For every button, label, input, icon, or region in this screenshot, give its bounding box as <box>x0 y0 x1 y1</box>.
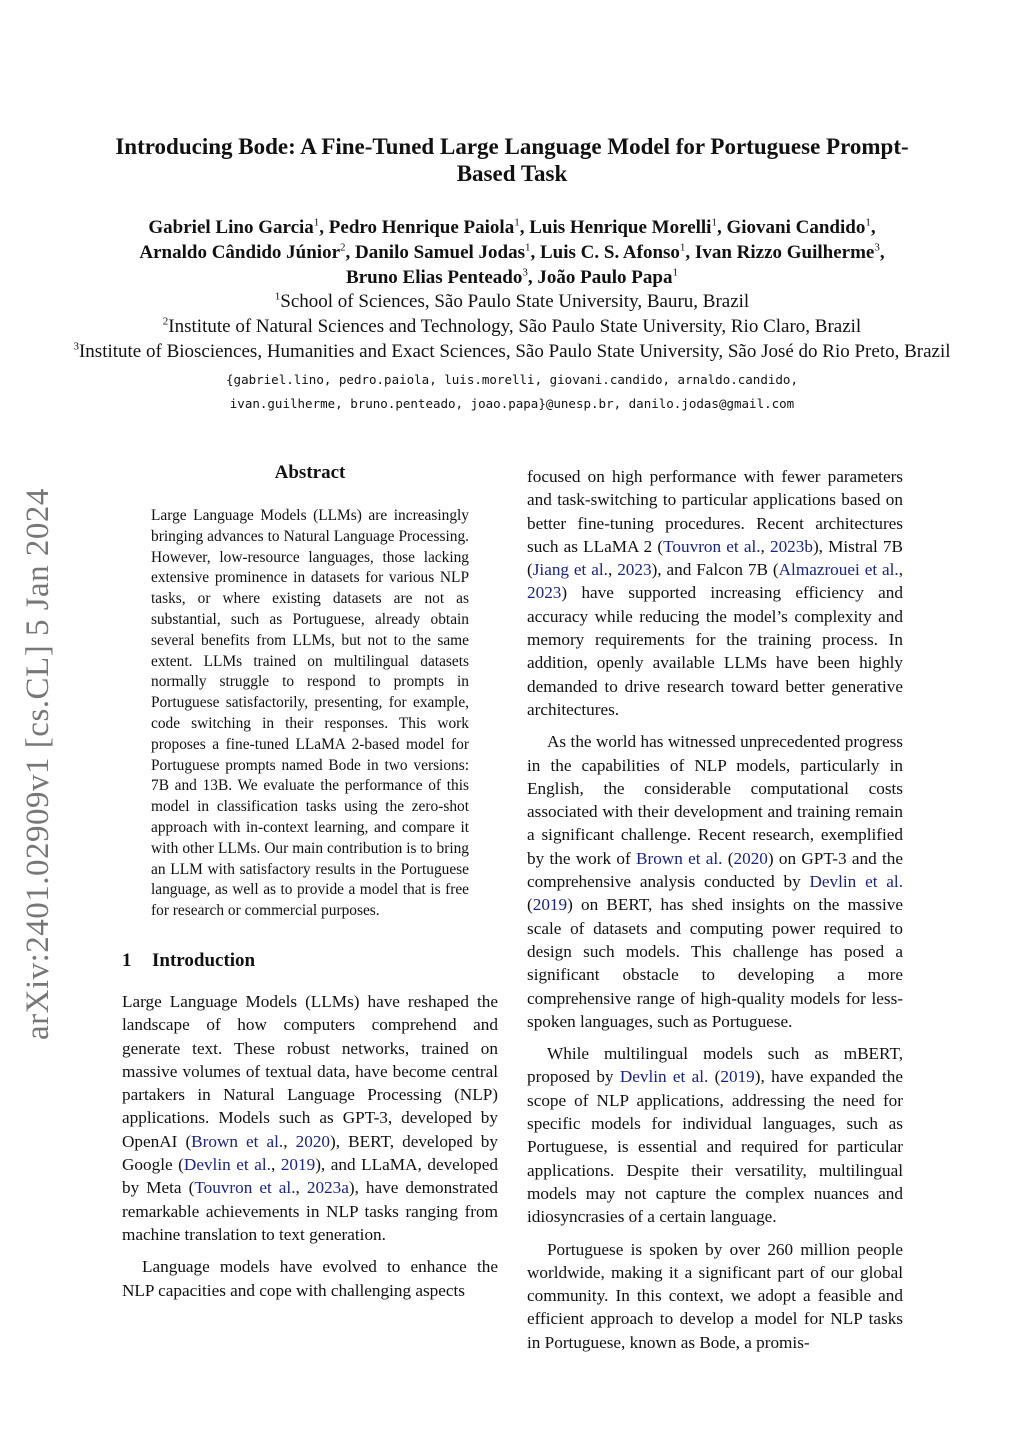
author: Giovani Candido$^1$, <box>726 216 876 238</box>
affiliation: $^3$Institute of Biosciences, Humanities and Exact Sciences, São Paulo State University, São José do Rio Preto, Brazil <box>73 340 951 362</box>
text-run: As the world has witnessed unprecedented progress in the capabilities of NLP models, particularly in English, the considerable computational costs associated with their development and training remain a significant challenge. Recent research, exemplified by the work of <box>527 732 903 868</box>
abstract-heading: Abstract <box>274 462 346 483</box>
citation-link[interactable]: 2023a <box>306 1178 349 1198</box>
section-title: Introduction <box>152 949 256 971</box>
text-run: ) on GPT-3 and the comprehensive analysis conducted by <box>527 848 903 892</box>
paragraph <box>527 1238 903 1354</box>
author: Danilo Samuel Jodas$^1$, <box>355 241 540 263</box>
abstract-text: Large Language Models (LLMs) are increasingly bringing advances to Natural Language Processing. However, low-resource languages, those lacking extensive prominence in datasets for various NLP tasks, or where existing datasets are not as substantial, such as Portuguese, already obtain several benefits from LLMs, but not to the same extent. LLMs trained on multilingual datasets normally struggle to respond to prompts in Portuguese satisfactorily, presenting, for example, code switching in their responses. This work proposes a fine-tuned LLaMA 2-based model for Portuguese prompts named Bode in two versions: 7B and 13B. We evaluate the performance of this model in classification tasks using the zero-shot approach with in-context learning, and compare it with other LLMs. Our main contribution is to bring an LLM with satisfactory results in the Portuguese language, as well as to provide a model that is free for research or commercial purposes. <box>151 507 469 920</box>
citation-link[interactable]: Devlin et al. <box>619 1067 709 1087</box>
arxiv-identifier: arXiv:2401.02909v1 [cs.CL] 5 Jan 2024 <box>20 488 56 1040</box>
citation-link[interactable]: 2019 <box>280 1155 316 1175</box>
author: Arnaldo Cândido Júnior$^2$, <box>139 241 356 263</box>
citation-link[interactable]: 2019 <box>532 895 568 915</box>
citation-link[interactable]: Almazrouei et al. <box>778 560 899 580</box>
text-run: ), have expanded the scope of NLP applications, addressing the need for specific models for individual languages, such as Portuguese, is essential and required for particular applications. Despite their versatility, multilingual models may not capture the complex nuances and idiosyncrasies of a certain language. <box>527 1067 904 1227</box>
left-column <box>122 462 498 1302</box>
text-run: , <box>760 536 770 556</box>
text-run: ), Mistral 7B ( <box>527 536 903 580</box>
citation-link[interactable]: 2020 <box>733 848 768 868</box>
text-run: ) on BERT, has shed insights on the massive scale of datasets and computing power required to design such models. This challenge has posed a significant obstacle to developing a more comprehensive range of high-quality models for less-spoken languages, such as Portuguese. <box>527 895 903 1031</box>
author: Pedro Henrique Paiola$^1$, <box>328 216 530 238</box>
author: Ivan Rizzo Guilherme$^3$, <box>694 241 885 263</box>
text-run: Language models have evolved to enhance the NLP capacities and cope with challenging aspects <box>122 1257 498 1300</box>
text-run: focused on high performance with fewer parameters and task-switching to particular applications based on better fine-tuning procedures. Recent architectures such as LLaMA 2 ( <box>527 467 903 556</box>
text-run: ), and Falcon 7B ( <box>651 560 779 580</box>
citation-link[interactable]: Touvron et al. <box>194 1178 296 1198</box>
section-number: 1 <box>122 949 132 971</box>
paragraph <box>527 730 903 1033</box>
text-run: ( <box>722 848 734 868</box>
paper-title: Introducing Bode: A Fine-Tuned Large Language Model for Portuguese Prompt-Based Task <box>115 134 909 186</box>
right-body <box>527 465 903 1354</box>
citation-link[interactable]: Devlin et al. <box>809 872 903 892</box>
email-line: ivan.guilherme, bruno.penteado, joao.papa}@unesp.br, danilo.jodas@gmail.com <box>229 396 795 411</box>
citation-link[interactable]: 2019 <box>720 1067 755 1087</box>
author: Gabriel Lino Garcia$^1$, <box>148 216 329 238</box>
author-list <box>40 215 984 290</box>
citation-link[interactable]: 2023 <box>617 560 652 580</box>
text-run: , <box>270 1155 281 1175</box>
left-body <box>122 990 498 1302</box>
text-run: Large Language Models (LLMs) have reshaped the landscape of how computers comprehend and generate text. These robust networks, trained on massive volumes of textual data, have become central partakers in Natural Language Processing (NLP) applications. Models such as GPT-3, developed by OpenAI ( <box>122 991 498 1151</box>
citation-link[interactable]: 2023b <box>769 536 813 556</box>
affiliation: $^1$School of Sciences, São Paulo State University, Bauru, Brazil <box>274 290 750 312</box>
text-run: ( <box>527 895 533 915</box>
author: João Paulo Papa$^1$ <box>537 266 678 288</box>
affiliations <box>20 289 1004 364</box>
paragraph <box>122 990 498 1246</box>
email-line: {gabriel.lino, pedro.paiola, luis.morelli, giovani.candido, arnaldo.candido, <box>226 372 798 387</box>
text-run: ), and LLaMA, developed by Meta ( <box>122 1155 498 1198</box>
text-run: ), have demonstrated remarkable achievements in NLP tasks ranging from machine translation to text generation. <box>122 1178 498 1244</box>
citation-link[interactable]: Brown et al. <box>191 1131 284 1151</box>
author: Luis Henrique Morelli$^1$, <box>529 216 727 238</box>
text-run: Portuguese is spoken by over 260 million people worldwide, making it a significant part of our global community. In this context, we adopt a feasible and efficient approach to develop a model for NLP tasks in Portuguese, known as Bode, a promis- <box>527 1239 903 1352</box>
right-column <box>527 465 903 1354</box>
section-heading <box>122 950 498 972</box>
text-run: While multilingual models such as mBERT, proposed by <box>527 1044 903 1087</box>
affiliation: $^2$Institute of Natural Sciences and Technology, São Paulo State University, Rio Claro, Brazil <box>162 315 862 337</box>
citation-link[interactable]: Jiang et al. <box>532 560 608 580</box>
citation-link[interactable]: Devlin et al. <box>183 1155 271 1175</box>
text-run: ) have supported increasing efficiency and accuracy while reducing the model’s complexity and memory requirements for the training process. In addition, openly available LLMs have been highly demanded to drive research toward better generative architectures. <box>527 583 903 719</box>
text-run: , <box>283 1131 296 1151</box>
email-list <box>20 368 1004 416</box>
text-run: , <box>607 560 618 580</box>
citation-link[interactable]: 2023 <box>527 583 562 603</box>
paragraph <box>122 1255 498 1302</box>
text-run: , <box>295 1178 307 1198</box>
citation-link[interactable]: 2020 <box>295 1131 330 1151</box>
paragraph <box>527 465 903 721</box>
paragraph <box>527 1042 903 1228</box>
text-run: , <box>898 560 904 580</box>
citation-link[interactable]: Brown et al. <box>636 848 723 868</box>
text-run: ), BERT, developed by Google ( <box>122 1131 498 1175</box>
author: Bruno Elias Penteado$^3$, <box>346 266 538 288</box>
citation-link[interactable]: Touvron et al. <box>663 536 761 556</box>
author: Luis C. S. Afonso$^1$, <box>540 241 695 263</box>
text-run: ( <box>708 1067 721 1087</box>
